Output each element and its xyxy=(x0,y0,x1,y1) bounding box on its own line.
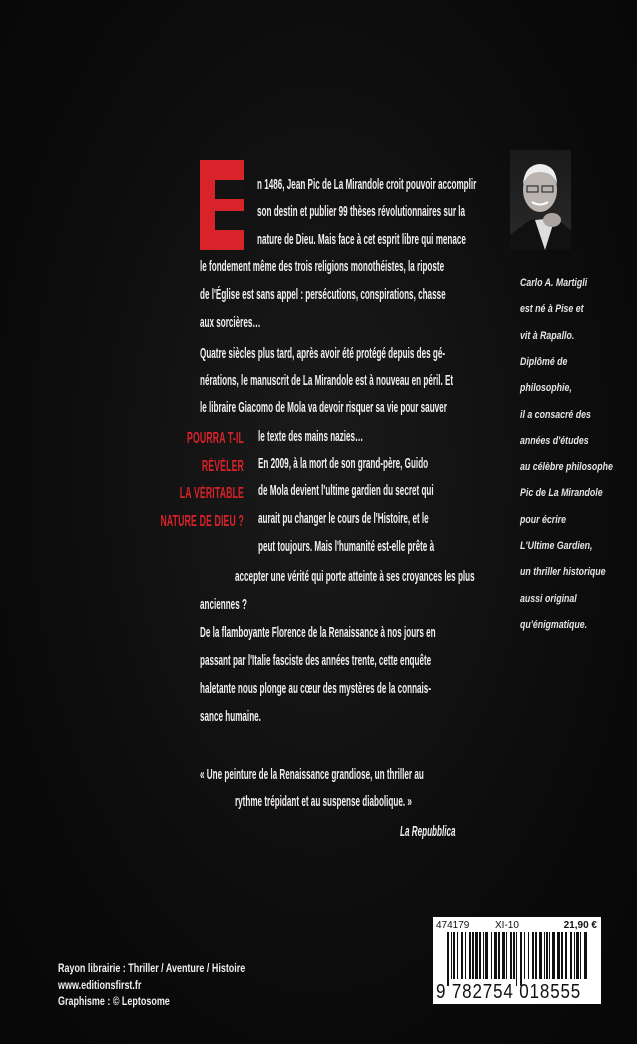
price: 21,90 € xyxy=(563,920,597,931)
paragraph-line: le fondement même des trois religions monothéistes, la riposte xyxy=(200,259,445,275)
paragraph-line: aux sorcières… xyxy=(200,315,261,331)
bio-line: années d'études xyxy=(520,434,589,447)
barcode-bar xyxy=(475,932,478,979)
barcode-bar xyxy=(506,932,507,979)
barcode-bar xyxy=(580,932,581,979)
bio-line: pour écrire xyxy=(520,513,566,526)
paragraph-line: sance humaine. xyxy=(200,709,261,725)
barcode-bar xyxy=(546,932,548,979)
bio-line: Carlo A. Martigli xyxy=(520,277,588,289)
barcode-bar xyxy=(576,932,579,979)
bio-line: est né à Pise et xyxy=(520,303,584,316)
footer-line: Graphisme : © Leptosome xyxy=(58,996,170,1008)
barcode-bar xyxy=(539,932,542,979)
barcode-bar xyxy=(516,932,517,986)
paragraph-line: accepter une vérité qui porte atteinte à ses croyances les plus xyxy=(235,569,475,585)
paragraph-line: peut toujours. Mais l'humanité est-elle prête à xyxy=(258,539,435,555)
barcode-bar xyxy=(472,932,474,979)
barcode-bar xyxy=(494,932,497,979)
headline-line: LA VÉRITABLE xyxy=(179,485,244,502)
bio-line: au célèbre philosophe xyxy=(520,461,613,474)
barcode-bar xyxy=(544,932,545,979)
barcode-bar xyxy=(457,932,458,979)
barcode-bar xyxy=(535,932,537,979)
quote-line: « Une peinture de la Renaissance grandiose, un thriller au xyxy=(200,767,424,783)
barcode-bar xyxy=(453,932,455,979)
barcode-bar xyxy=(485,932,488,979)
barcode-bar xyxy=(451,932,452,979)
paragraph-line: Quatre siècles plus tard, après avoir été protégé depuis des gé- xyxy=(200,346,446,362)
paragraph-line: anciennes ? xyxy=(200,597,247,613)
barcode-label xyxy=(433,917,601,1004)
headline-line: POURRA T-IL xyxy=(187,430,244,447)
barcode-bar xyxy=(570,932,572,979)
barcode-bars xyxy=(447,932,592,986)
barcode-bar xyxy=(557,932,560,979)
bio-line: il a consacré des xyxy=(520,408,591,421)
paragraph-line: haletante nous plonge au cœur des mystères de la connais- xyxy=(200,681,432,697)
barcode-bar xyxy=(461,932,463,979)
paragraph-line: de Mola devient l'ultime gardien du secret qui xyxy=(258,483,434,499)
barcode-bar xyxy=(498,932,500,979)
website-link: www.editionsfirst.fr xyxy=(58,979,142,992)
bio-line: qu'énigmatique. xyxy=(520,618,588,631)
barcode-bar xyxy=(561,932,563,979)
isbn-number: 9 782754 018555 xyxy=(436,981,582,1003)
paragraph-line: De la flamboyante Florence de la Renaissance à nos jours en xyxy=(200,625,436,641)
paragraph-line: nature de Dieu. Mais face à cet esprit libre qui menace xyxy=(257,232,466,248)
barcode-bar xyxy=(552,932,555,979)
barcode-bar xyxy=(483,932,484,979)
barcode-bar xyxy=(469,932,471,979)
barcode-bar xyxy=(549,932,550,979)
drop-cap-e xyxy=(200,160,244,250)
barcode-bar xyxy=(502,932,505,979)
barcode-bar xyxy=(479,932,481,979)
paragraph-line: nérations, le manuscrit de La Mirandole est à nouveau en péril. Et xyxy=(200,373,454,389)
product-code: 474179 xyxy=(436,920,470,931)
author-photo xyxy=(510,150,571,250)
barcode-bar xyxy=(524,932,525,979)
barcode-bar xyxy=(574,932,575,979)
quote-source: La Repubblica xyxy=(400,824,456,840)
paragraph-line: n 1486, Jean Pic de La Mirandole croit pouvoir accomplir xyxy=(257,177,477,193)
barcode-bar xyxy=(465,932,466,979)
paragraph-line: En 2009, à la mort de son grand-père, Guido xyxy=(258,456,429,472)
bio-line: L'Ultime Gardien, xyxy=(520,540,593,552)
bio-line: vit à Rapallo. xyxy=(520,329,575,342)
paragraph-line: son destin et publier 99 thèses révolutionnaires sur la xyxy=(257,204,466,220)
headline-line: RÉVÉLER xyxy=(201,458,244,475)
quote-line: rythme trépidant et au suspense diabolique. » xyxy=(235,794,412,810)
barcode-bar xyxy=(532,932,534,979)
barcode-bar xyxy=(510,932,512,979)
bio-line: Pic de La Mirandole xyxy=(520,487,603,500)
footer-line: Rayon librairie : Thriller / Aventure / Histoire xyxy=(58,963,246,975)
barcode-bar xyxy=(584,932,587,979)
paragraph-line: de l'Église est sans appel : persécutions, conspirations, chasse xyxy=(200,287,446,303)
barcode-bar xyxy=(528,932,529,979)
paragraph-line: le libraire Giacomo de Mola va devoir risquer sa vie pour sauver xyxy=(200,400,447,416)
barcode-bar xyxy=(513,932,515,979)
edition-code: XI-10 xyxy=(495,920,519,931)
barcode-bar xyxy=(447,932,449,986)
paragraph-line: le texte des mains nazies… xyxy=(258,429,364,445)
barcode-bar xyxy=(565,932,567,979)
bio-line: Diplômé de xyxy=(520,355,568,368)
headline-line: NATURE DE DIEU ? xyxy=(160,513,244,530)
bio-line: un thriller historique xyxy=(520,566,606,579)
paragraph-line: passant par l'Italie fasciste des années trente, cette enquête xyxy=(200,653,432,669)
barcode-bar xyxy=(520,932,522,986)
bio-line: aussi original xyxy=(520,592,577,605)
bio-line: philosophie, xyxy=(520,382,572,395)
barcode-bar xyxy=(491,932,492,979)
paragraph-line: aurait pu changer le cours de l'Histoire, et le xyxy=(258,511,429,527)
